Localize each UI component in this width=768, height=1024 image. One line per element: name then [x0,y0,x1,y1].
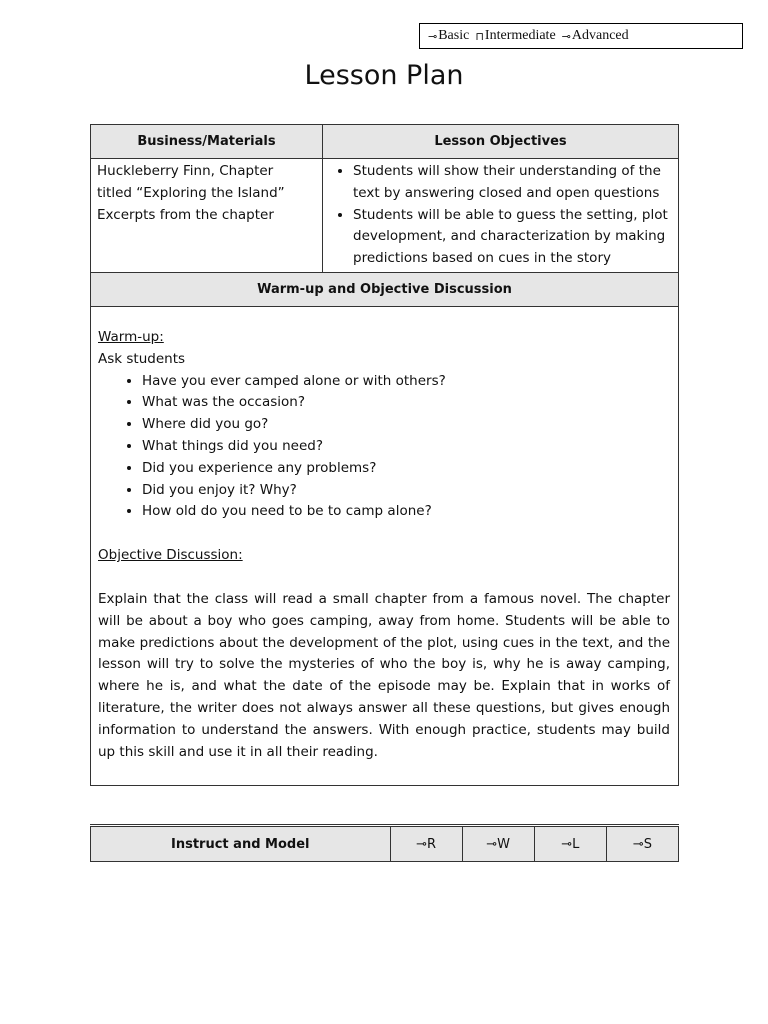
materials-line: Huckleberry Finn, Chapter [97,163,274,179]
speaking-checkbox[interactable]: ⊸S [606,826,678,862]
warmup-intro: Ask students [98,350,186,367]
proficiency-level-box [419,23,743,49]
advanced-checkbox-icon[interactable]: ⊸ [561,30,571,43]
warmup-question: • Did you enjoy it? Why? [142,480,670,502]
writing-checkbox[interactable]: ⊸W [462,826,534,862]
listening-checkbox[interactable]: ⊸L [534,826,606,862]
objectives-header: Lesson Objectives [323,125,679,159]
page-title: Lesson Plan [304,60,464,91]
materials-line: titled “Exploring the Island” [97,184,285,201]
objective-discussion-text: Explain that the class will read a small chapter from a famous novel. The chapter will be about a boy who goes camping, away from home. Students will be able to make predictions about the development of the plot, using cues in the text, and the lesson will try to solve the mysteries of who the boy is, why he is away camping, where he is, and what the date of the episode may be. Explain that in works of literature, the writer does not always answer all these questions, but gives enough information to understand the answers. With enough practice, students may build up this skill and use it in all their reading. [98,590,670,760]
warmup-question: • Where did you go? [142,414,670,436]
warmup-question: • What things did you need? [142,436,670,458]
basic-label: Basic [438,28,470,43]
instruct-model-table [90,824,679,862]
lesson-plan-table [90,124,679,786]
basic-checkbox-icon[interactable]: ⊸ [428,30,438,43]
materials-line: Excerpts from the chapter [97,206,274,223]
objectives-list [329,161,672,270]
warmup-question: • Did you experience any problems? [142,458,670,480]
materials-cell [91,159,323,273]
objective-item: • Students will show their understanding of the text by answering closed and open questions [353,161,672,205]
intermediate-label: Intermediate [484,28,556,43]
reading-checkbox[interactable]: ⊸R [390,826,462,862]
intermediate-checkbox-icon[interactable]: ⊓ [475,30,484,43]
warmup-question-list [98,371,670,524]
objective-item: • Students will be able to guess the setting, plot development, and characterization by making predictions based on cues in the story [353,205,672,270]
objectives-cell [323,159,679,273]
warmup-section-header: Warm-up and Objective Discussion [91,272,679,306]
objective-discussion-label: Objective Discussion: [98,547,243,564]
warmup-question: • What was the occasion? [142,392,670,414]
warmup-question: • How old do you need to be to camp alone? [142,501,670,523]
advanced-label: Advanced [571,28,629,43]
instruct-model-label: Instruct and Model [91,826,391,862]
warmup-section-body [91,306,679,785]
materials-header: Business/Materials [91,125,323,159]
warmup-question: • Have you ever camped alone or with others? [142,371,670,393]
warmup-label: Warm-up: [98,328,164,345]
